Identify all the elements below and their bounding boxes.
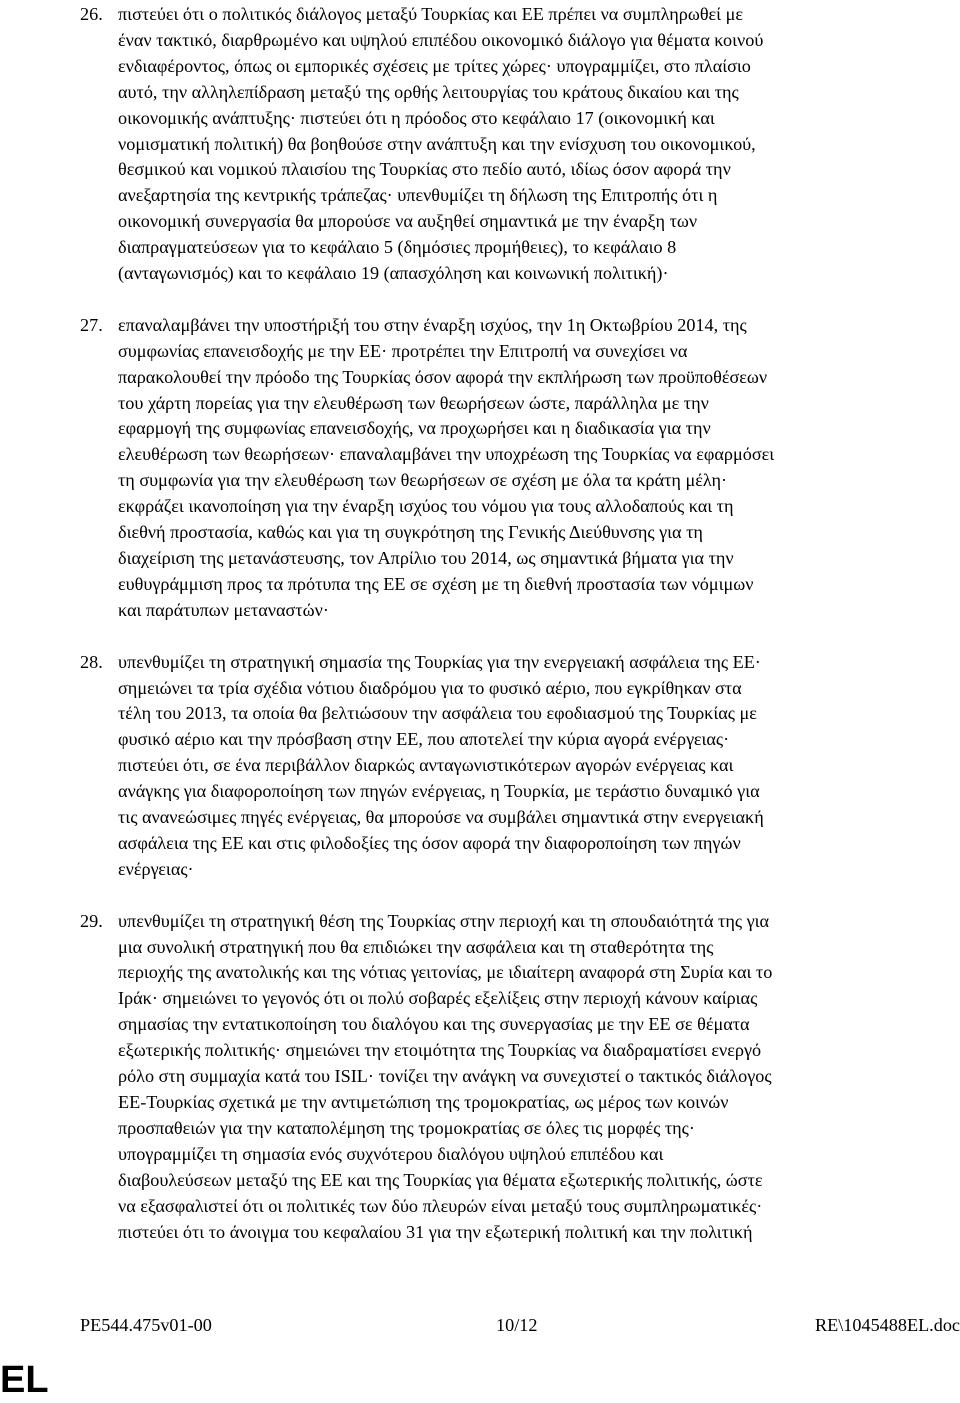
footer-file-ref: RE\1045488EL.doc [815,1315,960,1335]
paragraph-text [118,2,952,287]
text-line: (ανταγωνισμός) και το κεφάλαιο 19 (απασχόληση και κοινωνική πολιτική)· [118,263,669,284]
text-line: διαχείριση της μετανάστευσης, τον Απρίλιο του 2014, ως σημαντικά βήματα για την [118,548,734,569]
language-code: EL [0,1359,49,1401]
text-line: πιστεύει ότι ο πολιτικός διάλογος μεταξύ Τουρκίας και ΕΕ πρέπει να συμπληρωθεί με [118,4,744,24]
text-line: Ιράκ· σημειώνει το γεγονός ότι οι πολύ σοβαρές εξελίξεις στην περιοχή κάνουν καίριας [118,988,758,1009]
text-line: εξωτερικής πολιτικής· σημειώνει την ετοιμότητα της Τουρκίας να διαδραματίσει ενεργό [118,1040,762,1061]
text-line: συμφωνίας επανεισδοχής με την ΕΕ· προτρέπει την Επιτροπή να συνεχίσει να [118,340,688,361]
paragraph-text [118,313,952,624]
text-line: εκφράζει ικανοποίηση για την έναρξη ισχύος του νόμου για τους αλλοδαπούς και τη [118,496,734,517]
text-line: υπενθυμίζει τη στρατηγική θέση της Τουρκίας στην περιοχή και τη σπουδαιότητά της για [118,910,770,931]
paragraph-list [80,2,952,1271]
text-line: οικονομικής ανάπτυξης· πιστεύει ότι η πρόοδος στο κεφάλαιο 17 (οικονομική και [118,107,715,128]
text-line: ελευθέρωση των θεωρήσεων· επαναλαμβάνει την υποχρέωση της Τουρκίας να εφαρμόσει [118,444,775,465]
paragraph-number: 28. [80,651,103,672]
text-line: εφαρμογή της συμφωνίας επανεισδοχής, να προχωρήσει και η διαδικασία για την [118,418,711,439]
text-line: ανάγκης για διαφοροποίηση των πηγών ενέργειας, η Τουρκία, με τεράστιο δυναμικό για [118,781,760,802]
text-line: μια συνολική στρατηγική που θα επιδιώκει την ασφάλεια και τη σταθερότητα της [118,936,714,957]
paragraph [80,909,952,1246]
text-line: του χάρτη πορείας για την ελευθέρωση των θεωρήσεων ώστε, παράλληλα με την [118,392,709,413]
text-line: ασφάλεια της ΕΕ και στις φιλοδοξίες της όσον αφορά την διαφοροποίηση των πηγών [118,832,741,853]
text-line: οικονομική συνεργασία θα μπορούσε να αυξηθεί σημαντικά με την έναρξη των [118,211,698,232]
text-line: να εξασφαλιστεί ότι οι πολιτικές των δύο πλευρών είναι μεταξύ τους συμπληρωματικές· [118,1195,763,1216]
text-line: νομισματική πολιτική) θα βοηθούσε στην ανάπτυξη και την ενίσχυση του οικονομικού, [118,133,756,154]
text-line: ευθυγράμμιση προς τα πρότυπα της ΕΕ σε σχέση με τη διεθνή προστασία των νόμιμων [118,573,754,594]
text-line: ρόλο στη συμμαχία κατά του ISIL· τονίζει την ανάγκη να συνεχιστεί ο τακτικός διάλογος [118,1066,772,1087]
text-line: επαναλαμβάνει την υποστήριξή του στην έναρξη ισχύος, την 1η Οκτωβρίου 2014, της [118,314,747,335]
page-footer [80,1313,960,1337]
paragraph-number: 27. [80,314,103,335]
text-line: διαπραγματεύσεων για το κεφάλαιο 5 (δημόσιες προμήθειες), το κεφάλαιο 8 [118,237,677,258]
paragraph [80,313,952,624]
text-line: παρακολουθεί την πρόοδο της Τουρκίας όσον αφορά την εκπλήρωση των προϋποθέσεων [118,366,768,387]
text-line: θεσμικού και νομικού πλαισίου της Τουρκίας στο πεδίο αυτό, ιδίως όσον αφορά την [118,159,731,180]
text-line: τη συμφωνία για την ελευθέρωση των θεωρήσεων σε σχέση με όλα τα κράτη μέλη· [118,470,728,491]
text-line: διεθνή προστασία, καθώς και για τη συγκρότηση της Γενικής Διεύθυνσης για τη [118,522,703,543]
text-line: ενέργειας· [118,858,194,879]
paragraph [80,650,952,883]
text-line: αυτό, την αλληλεπίδραση μεταξύ της ορθής λειτουργίας του κράτους δικαίου και της [118,81,739,102]
text-line: σημειώνει τα τρία σχέδια νότιου διαδρόμου για το φυσικό αέριο, που εγκρίθηκαν στα [118,677,742,698]
text-line: σημασίας την εντατικοποίηση του διαλόγου και της συνεργασίας με την ΕΕ σε θέματα [118,1014,750,1035]
text-line: διαβουλεύσεων μεταξύ της ΕΕ και της Τουρκίας για θέματα εξωτερικής πολιτικής, ώστε [118,1169,763,1190]
text-line: τις ανανεώσιμες πηγές ενέργειας, θα μπορούσε να συμβάλει σημαντικά στην ενεργειακή [118,807,764,828]
footer-page-number: 10/12 [496,1315,538,1335]
text-line: προσπαθειών για την καταπολέμηση της τρομοκρατίας σε όλες τις μορφές της· [118,1117,695,1138]
paragraph-number: 29. [80,910,103,931]
text-line: πιστεύει ότι το άνοιγμα του κεφαλαίου 31 για την εξωτερική πολιτική και την πολιτική [118,1221,753,1242]
text-line: έναν τακτικό, διαρθρωμένο και υψηλού επιπέδου οικονομικό διάλογο για θέματα κοινού [118,29,764,50]
paragraph-number: 26. [80,4,103,24]
paragraph-text [118,909,952,1246]
text-line: ΕΕ-Τουρκίας σχετικά με την αντιμετώπιση της τρομοκρατίας, ως μέρος των κοινών [118,1092,729,1113]
text-line: περιοχής της ανατολικής και της νότιας γειτονίας, με ιδιαίτερη αναφορά στη Συρία και το [118,962,773,983]
paragraph [80,2,952,287]
text-line: τέλη του 2013, τα οποία θα βελτιώσουν την ασφάλεια του εφοδιασμού της Τουρκίας με [118,703,757,724]
text-line: ενδιαφέροντος, όπως οι εμπορικές σχέσεις με τρίτες χώρες· υπογραμμίζει, στο πλαίσιο [118,55,751,76]
footer-doc-ref: PE544.475v01-00 [80,1315,212,1335]
text-line: πιστεύει ότι, σε ένα περιβάλλον διαρκώς ανταγωνιστικότερων αγορών ενέργειας και [118,755,734,776]
text-line: υπογραμμίζει τη σημασία ενός συχνότερου διαλόγου υψηλού επιπέδου και [118,1143,664,1164]
text-line: και παράτυπων μεταναστών· [118,599,329,620]
text-line: υπενθυμίζει τη στρατηγική σημασία της Τουρκίας για την ενεργειακή ασφάλεια της ΕΕ· [118,651,761,672]
text-line: ανεξαρτησία της κεντρικής τράπεζας· υπενθυμίζει τη δήλωση της Επιτροπής ότι η [118,185,718,206]
text-line: φυσικό αέριο και την πρόσβαση στην ΕΕ, που αποτελεί την κύρια αγορά ενέργειας· [118,729,730,750]
paragraph-text [118,650,952,883]
